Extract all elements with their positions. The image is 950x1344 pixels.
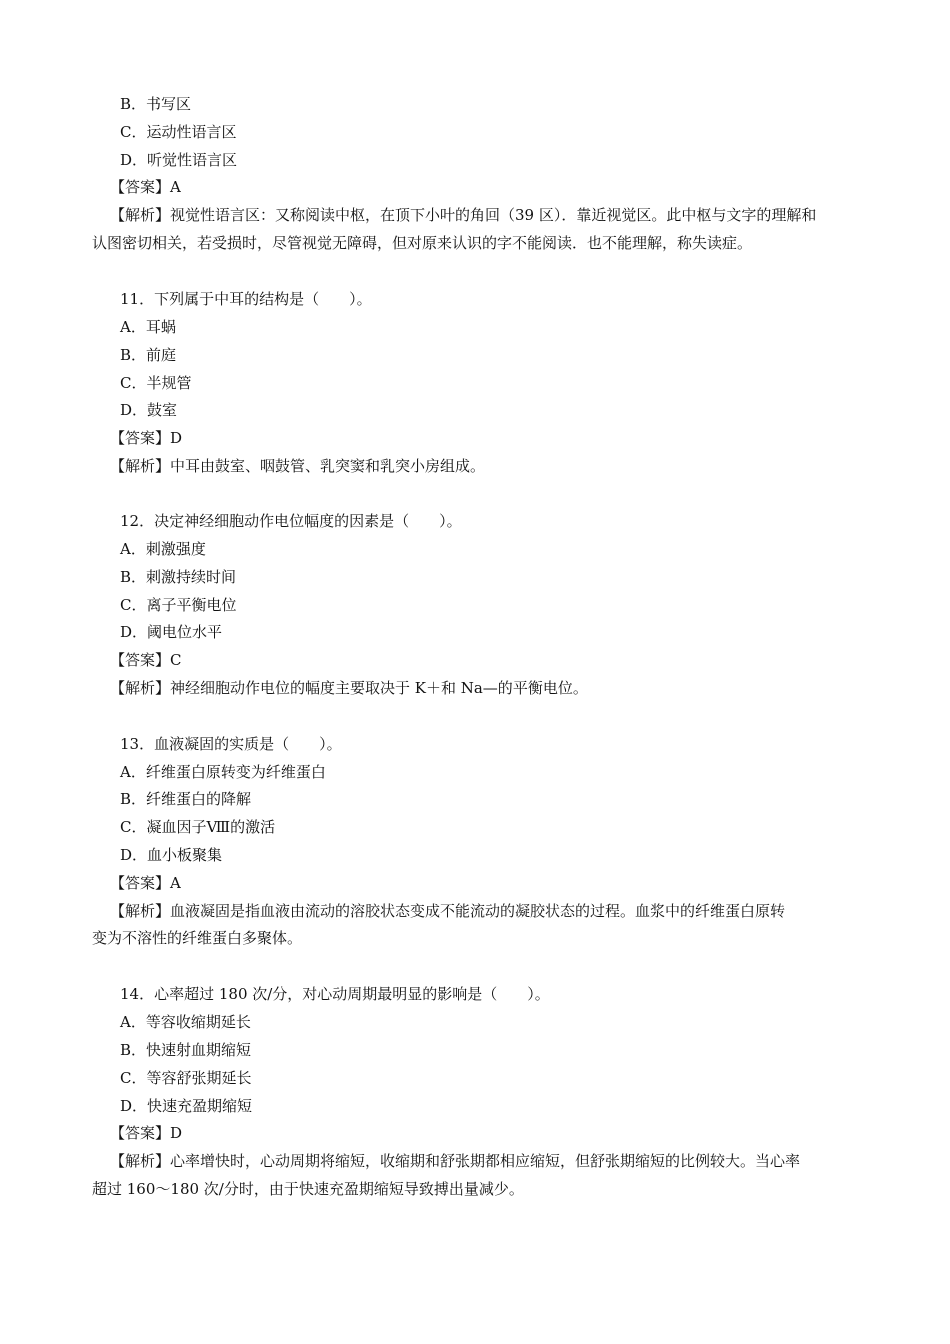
option-b: B．前庭 bbox=[120, 346, 177, 364]
explanation-line-1: 【解析】血液凝固是指血液由流动的溶胶状态变成不能流动的凝胶状态的过程。血浆中的纤维蛋白原转 bbox=[110, 902, 786, 920]
option-d: D．血小板聚集 bbox=[120, 846, 223, 864]
option-b: B．纤维蛋白的降解 bbox=[120, 790, 252, 808]
answer: 【答案】A bbox=[110, 874, 181, 892]
option-c: C．半规管 bbox=[120, 374, 192, 392]
option-c: C．运动性语言区 bbox=[120, 123, 237, 141]
option-d: D．快速充盈期缩短 bbox=[120, 1097, 253, 1115]
explanation-line-1: 【解析】视觉性语言区：又称阅读中枢，在顶下小叶的角回（39 区）．靠近视觉区。此中枢与文字的理解和 bbox=[110, 206, 817, 224]
answer: 【答案】D bbox=[110, 429, 183, 447]
option-c: C．凝血因子Ⅷ的激活 bbox=[120, 818, 276, 836]
explanation-line-1: 【解析】神经细胞动作电位的幅度主要取决于 K＋和 Na—的平衡电位。 bbox=[110, 679, 588, 697]
option-d: D．阈电位水平 bbox=[120, 623, 223, 641]
explanation-line-1: 【解析】心率增快时，心动周期将缩短，收缩期和舒张期都相应缩短，但舒张期缩短的比例较大。当心率 bbox=[110, 1152, 801, 1170]
option-b: B．刺激持续时间 bbox=[120, 568, 237, 586]
option-a: A．纤维蛋白原转变为纤维蛋白 bbox=[120, 763, 326, 781]
answer: 【答案】C bbox=[110, 651, 182, 669]
answer: 【答案】D bbox=[110, 1124, 183, 1142]
question-text: 12．决定神经细胞动作电位幅度的因素是（ ）。 bbox=[120, 512, 462, 530]
option-a: A．耳蜗 bbox=[120, 318, 176, 336]
question-text: 14．心率超过 180 次/分，对心动周期最明显的影响是（ ）。 bbox=[120, 985, 550, 1003]
option-d: D．鼓室 bbox=[120, 401, 178, 419]
option-a: A．刺激强度 bbox=[120, 540, 206, 558]
option-b: B．书写区 bbox=[120, 95, 192, 113]
explanation-line-2: 认图密切相关，若受损时，尽管视觉无障碍，但对原来认识的字不能阅读．也不能理解，称失读症。 bbox=[92, 234, 753, 252]
explanation-line-1: 【解析】中耳由鼓室、咽鼓管、乳突窦和乳突小房组成。 bbox=[110, 457, 486, 475]
option-c: C．等容舒张期延长 bbox=[120, 1069, 252, 1087]
answer: 【答案】A bbox=[110, 178, 181, 196]
question-text: 11．下列属于中耳的结构是（ ）。 bbox=[120, 290, 372, 308]
explanation-line-2: 超过 160～180 次/分时，由于快速充盈期缩短导致搏出量减少。 bbox=[92, 1180, 524, 1198]
option-a: A．等容收缩期延长 bbox=[120, 1013, 251, 1031]
option-d: D．听觉性语言区 bbox=[120, 151, 238, 169]
option-b: B．快速射血期缩短 bbox=[120, 1041, 252, 1059]
option-c: C．离子平衡电位 bbox=[120, 596, 237, 614]
question-text: 13．血液凝固的实质是（ ）。 bbox=[120, 735, 342, 753]
explanation-line-2: 变为不溶性的纤维蛋白多聚体。 bbox=[92, 929, 303, 947]
